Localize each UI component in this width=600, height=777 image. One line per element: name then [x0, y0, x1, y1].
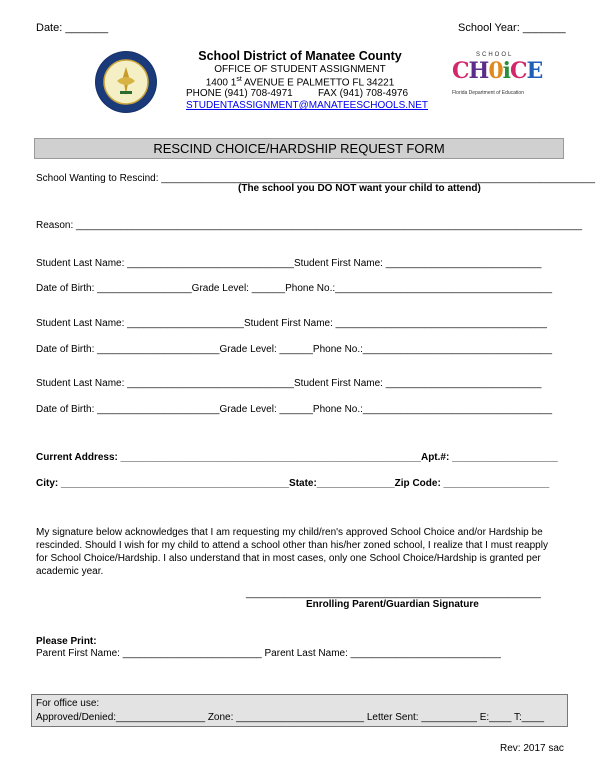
- office-email-link[interactable]: STUDENTASSIGNMENT@MANATEESCHOOLS.NET: [186, 100, 429, 111]
- school-year-field[interactable]: School Year: _______: [458, 22, 566, 34]
- school-rescind-field[interactable]: School Wanting to Rescind: ______________________________________________________________________________: [36, 173, 596, 184]
- reason-field[interactable]: Reason: ___________________________________________________________________________________________: [36, 220, 583, 231]
- signature-line[interactable]: _____________________________________________________: [246, 588, 541, 599]
- student3-names-field[interactable]: Student Last Name: ______________________________Student First Name: ____________________________: [36, 378, 542, 389]
- student1-details-field[interactable]: Date of Birth: _________________Grade Level: ______Phone No.:_______________________________________: [36, 283, 553, 294]
- district-name: School District of Manatee County: [198, 49, 402, 63]
- district-seal-logo: [95, 51, 157, 113]
- office-use-box: [31, 694, 568, 727]
- student2-details-field[interactable]: Date of Birth: ______________________Grade Level: ______Phone No.:__________________________________: [36, 344, 553, 355]
- office-fax: FAX (941) 708-4976: [318, 88, 409, 99]
- choice-logo-sub: Florida Department of Education: [452, 90, 524, 96]
- school-rescind-note: (The school you DO NOT want your child to attend): [238, 183, 481, 194]
- acknowledgement-line: rescinded. Should I wish for my child to attend a school other than his/her zoned school, I realize that I must reapply: [36, 540, 548, 551]
- form-title-banner: RESCIND CHOICE/HARDSHIP REQUEST FORM: [34, 138, 564, 159]
- please-print-heading: Please Print:: [36, 636, 97, 647]
- acknowledgement-line: for School Choice/Hardship. I also understand that in most cases, only one School Choice/Hardship is granted per: [36, 553, 541, 564]
- acknowledgement-paragraph: [36, 526, 548, 578]
- choice-logo-word: CH0iCE: [452, 58, 543, 84]
- student2-names-field[interactable]: Student Last Name: _____________________Student First Name: ______________________________________: [36, 318, 547, 329]
- revision-note: Rev: 2017 sac: [500, 743, 564, 754]
- acknowledgement-line: My signature below acknowledges that I am requesting my child/ren's approved School Choice and/or Hardship be: [36, 527, 543, 538]
- school-choice-logo: [450, 52, 543, 102]
- office-phone: PHONE (941) 708-4971: [186, 88, 293, 99]
- signature-label: Enrolling Parent/Guardian Signature: [306, 599, 479, 610]
- city-state-zip-field[interactable]: City: _________________________________________State:______________Zip Code: ___________________: [36, 478, 550, 489]
- student1-names-field[interactable]: Student Last Name: ______________________________Student First Name: ____________________________: [36, 258, 542, 269]
- acknowledgement-line: academic year.: [36, 566, 104, 577]
- current-address-field[interactable]: Current Address: ______________________________________________________Apt.#: ___________________: [36, 452, 558, 463]
- office-use-label: For office use:: [36, 698, 100, 709]
- student3-details-field[interactable]: Date of Birth: ______________________Grade Level: ______Phone No.:__________________________________: [36, 404, 553, 415]
- office-address: 1400 1st AVENUE E PALMETTO FL 34221: [205, 76, 395, 89]
- parent-names-field[interactable]: Parent First Name: _________________________ Parent Last Name: ___________________________: [36, 648, 501, 659]
- choice-logo-top: SCHOOL: [476, 52, 514, 58]
- office-use-fields[interactable]: Approved/Denied:________________ Zone: _______________________ Letter Sent: __________ E:____ T:____: [36, 712, 545, 723]
- date-field[interactable]: Date: _______: [36, 22, 109, 34]
- office-name: OFFICE OF STUDENT ASSIGNMENT: [214, 64, 386, 75]
